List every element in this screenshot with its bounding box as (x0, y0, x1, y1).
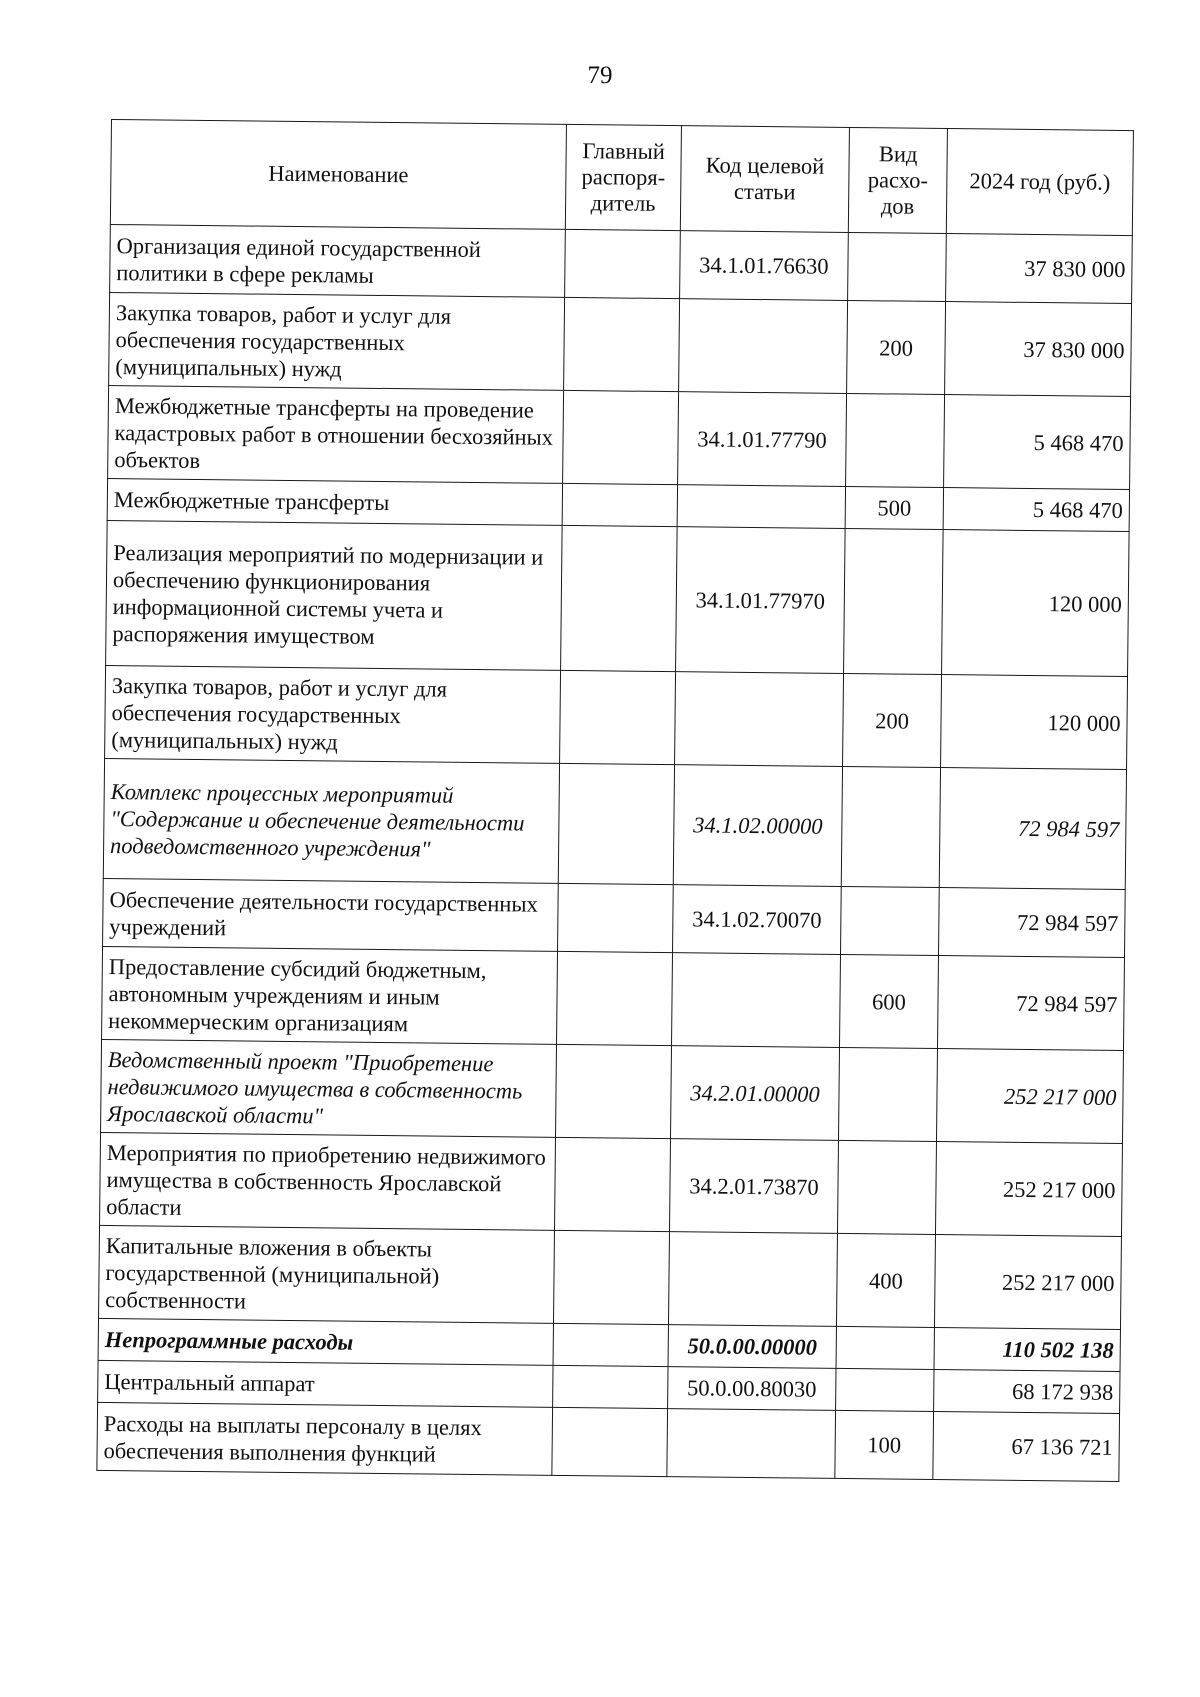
name-cell: Закупка товаров, работ и услуг для обеспечения государственных (муниципальных) нужд (105, 665, 561, 763)
table-row (108, 385, 1131, 489)
name-cell: Ведомственный проект "Приобретение недвижимого имущества в собственность Ярославской области" (101, 1039, 557, 1137)
manager-cell (564, 297, 680, 391)
manager-cell (562, 483, 677, 526)
header-code: Код целевой статьи (680, 126, 849, 233)
kind-cell (836, 1326, 934, 1369)
kind-cell (848, 232, 947, 301)
kind-cell: 200 (847, 300, 946, 394)
amount-cell: 120 000 (942, 530, 1130, 677)
code-cell (672, 953, 841, 1048)
name-cell: Центральный аппарат (98, 1360, 553, 1407)
name-cell: Закупка товаров, работ и услуг для обеспечения государственных (муниципальных) нужд (109, 292, 565, 390)
amount-cell: 120 000 (941, 675, 1128, 770)
amount-cell: 252 217 000 (936, 1048, 1123, 1143)
code-cell: 50.0.00.00000 (668, 1325, 836, 1369)
table-row (106, 520, 1130, 676)
kind-cell (836, 1368, 934, 1411)
name-cell: Межбюджетные трансферты на проведение кадастровых работ в отношении бесхозяйных объектов (108, 385, 564, 483)
amount-cell: 37 830 000 (945, 302, 1132, 397)
name-cell: Капитальные вложения в объекты государственной (муниципальной) собственности (99, 1225, 555, 1323)
amount-cell: 37 830 000 (946, 234, 1133, 304)
budget-table-container (96, 119, 1133, 1482)
manager-cell (557, 951, 673, 1045)
code-cell (675, 672, 844, 767)
header-row (110, 120, 1133, 236)
header-amount: 2024 год (руб.) (946, 129, 1133, 236)
name-cell: Обеспечение деятельности государственных учреждений (103, 878, 559, 951)
table-row (110, 224, 1133, 303)
table-row (109, 292, 1132, 396)
amount-cell: 72 984 597 (937, 956, 1124, 1051)
name-cell: Расходы на выплаты персоналу в целях обеспечения выполнения функций (97, 1402, 553, 1475)
kind-cell: 100 (835, 1410, 934, 1479)
header-name: Наименование (110, 120, 566, 230)
kind-cell (837, 1140, 936, 1234)
manager-cell (552, 1407, 668, 1476)
kind-cell: 500 (845, 486, 943, 529)
manager-cell (558, 883, 674, 952)
amount-cell: 68 172 938 (934, 1369, 1120, 1413)
name-cell: Организация единой государственной политики в сфере рекламы (110, 224, 566, 297)
name-cell: Межбюджетные трансферты (107, 478, 562, 525)
name-cell: Мероприятия по приобретению недвижимого имущества в собственность Ярославской области (100, 1132, 556, 1230)
amount-cell: 72 984 597 (939, 768, 1126, 890)
amount-cell: 5 468 470 (944, 395, 1131, 490)
code-cell: 34.1.01.76630 (680, 231, 849, 301)
table-header (110, 120, 1133, 236)
kind-cell (846, 393, 945, 487)
code-cell (667, 1409, 836, 1479)
manager-cell (558, 763, 674, 884)
budget-table (96, 119, 1134, 1482)
amount-cell: 5 468 470 (943, 488, 1129, 532)
code-cell: 34.1.01.77970 (676, 527, 846, 674)
table-row (103, 758, 1126, 889)
amount-cell: 252 217 000 (935, 1141, 1122, 1236)
name-cell: Непрограммные расходы (98, 1318, 553, 1365)
code-cell (679, 299, 848, 394)
manager-cell (563, 390, 679, 484)
code-cell (668, 1232, 837, 1327)
code-cell: 34.1.01.77790 (678, 392, 847, 487)
table-body (97, 224, 1132, 1481)
table-row (103, 878, 1126, 957)
amount-cell: 67 136 721 (933, 1411, 1120, 1481)
name-cell: Предоставление субсидий бюджетным, автономным учреждениям и иным некоммерческим организациям (102, 946, 558, 1044)
table-row (97, 1402, 1120, 1481)
code-cell (677, 485, 845, 529)
kind-cell: 400 (836, 1233, 935, 1327)
name-cell: Реализация мероприятий по модернизации и обеспечению функционирования информационной системы учета и распоряжения имуществом (106, 520, 563, 670)
manager-cell (560, 670, 676, 764)
kind-cell: 600 (839, 954, 938, 1048)
manager-cell (556, 1044, 672, 1138)
table-row (102, 946, 1125, 1050)
table-row (100, 1132, 1123, 1236)
table-row (105, 665, 1128, 769)
kind-cell (844, 528, 944, 674)
amount-cell: 110 502 138 (934, 1327, 1120, 1371)
code-cell: 34.1.02.00000 (673, 765, 842, 887)
kind-cell (841, 766, 940, 887)
header-kind: Вид расхо-дов (848, 127, 947, 233)
code-cell: 34.1.02.70070 (673, 885, 842, 955)
code-cell: 50.0.00.80030 (668, 1367, 836, 1411)
amount-cell: 252 217 000 (934, 1234, 1121, 1329)
page-number: 79 (587, 62, 613, 89)
manager-cell (553, 1365, 668, 1408)
manager-cell (565, 229, 681, 298)
manager-cell (553, 1230, 669, 1324)
amount-cell: 72 984 597 (938, 888, 1125, 958)
manager-cell (555, 1137, 671, 1231)
kind-cell (838, 1047, 937, 1141)
name-cell: Комплекс процессных мероприятий "Содержание и обеспечение деятельности подведомственного учреждения" (103, 758, 559, 883)
manager-cell (561, 525, 678, 671)
kind-cell (841, 886, 940, 955)
manager-cell (553, 1323, 668, 1366)
header-manager: Главный распоря-дитель (565, 124, 681, 230)
kind-cell: 200 (843, 673, 942, 767)
table-row (101, 1039, 1124, 1143)
code-cell: 34.2.01.73870 (669, 1139, 838, 1234)
code-cell: 34.2.01.00000 (670, 1046, 839, 1141)
table-row (99, 1225, 1122, 1329)
